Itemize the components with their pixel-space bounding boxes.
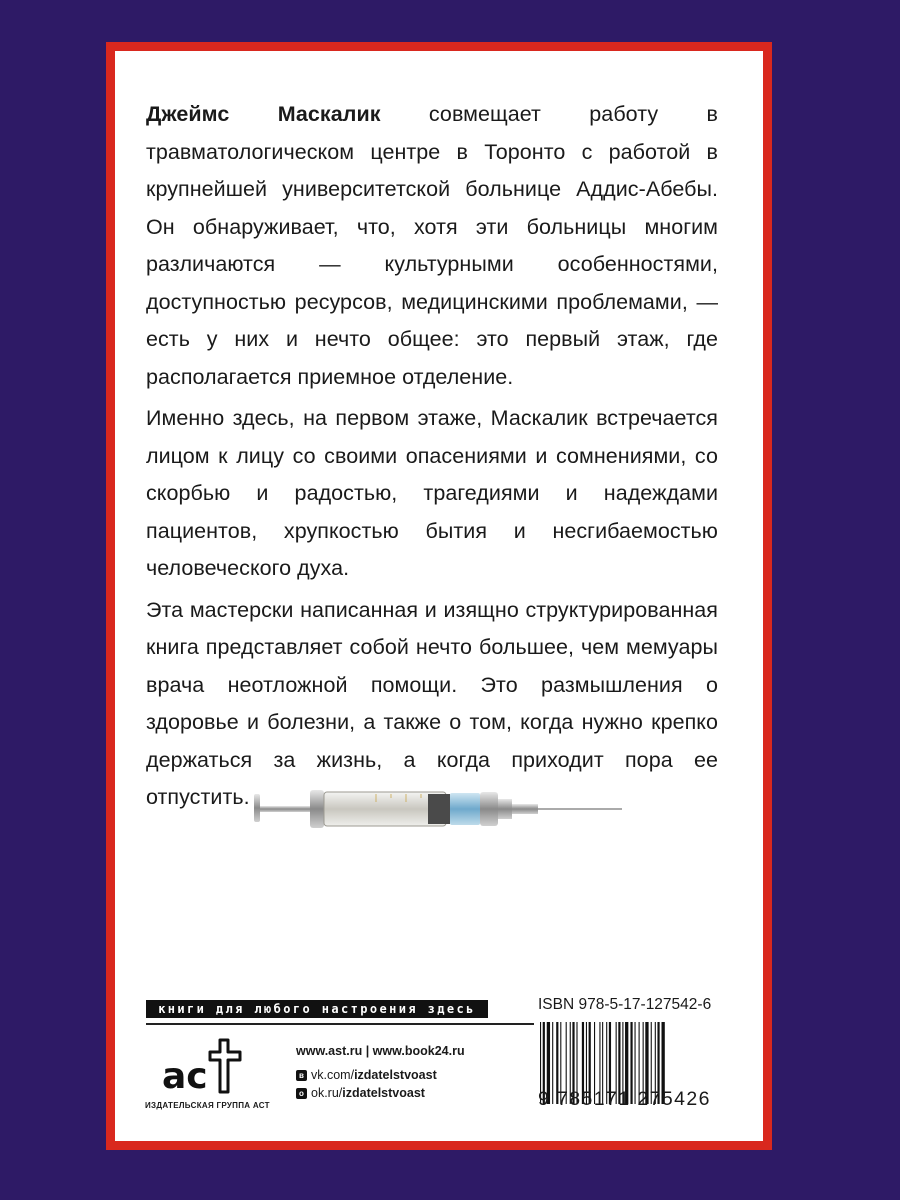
tagline-banner: книги для любого настроения здесь xyxy=(146,1000,488,1018)
ok-handle: izdatelstvoast xyxy=(342,1086,425,1100)
vk-icon: в xyxy=(296,1070,307,1081)
websites: www.ast.ru | www.book24.ru xyxy=(296,1044,465,1058)
vk-link xyxy=(296,1068,465,1082)
book-description xyxy=(146,96,718,821)
vk-handle: izdatelstvoast xyxy=(354,1068,437,1082)
paragraph-1-text: совмещает работу в травматологическом центре в Торонто с работой в крупнейшей университетской больнице Аддис-Абебы. Он обнаруживает, что, хотя эти больницы многим различаются — культурными особенностями, доступностью ресурсов, медицинскими проблемами, — есть у них и нечто общее: это первый этаж, где располагается приемное отделение. xyxy=(146,102,718,389)
publisher-links xyxy=(296,1044,465,1100)
syringe-illustration xyxy=(246,780,626,844)
description-paragraph-3: Эта мастерски написанная и изящно структурированная книга представляет собой нечто большее, чем мемуары врача неотложной помощи. Это размышления о здоровье и болезни, а также о том, когда нужно крепко держаться за жизнь, а когда приходит пора ее отпустить. xyxy=(146,597,718,809)
description-paragraph-2: Именно здесь, на первом этаже, Маскалик встречается лицом к лицу со своими опасениями и сомнениями, со скорбью и радостью, трагедиями и надеждами пациентов, хрупкостью бытия и несгибаемостью человеческого духа. xyxy=(146,406,718,580)
footer-divider xyxy=(146,1023,534,1025)
description-paragraph-1 xyxy=(146,96,718,396)
author-name: Джеймс Маскалик xyxy=(146,102,381,126)
odnoklassniki-icon: о xyxy=(296,1088,307,1099)
svg-text:ac: ac xyxy=(162,1056,208,1097)
barcode-digits: 9 785171 275426 xyxy=(538,1088,711,1110)
vk-prefix: vk.com/ xyxy=(311,1068,355,1082)
ast-logo xyxy=(160,1032,250,1097)
ok-link xyxy=(296,1086,465,1100)
publisher-caption: ИЗДАТЕЛЬСКАЯ ГРУППА АСТ xyxy=(145,1101,270,1110)
isbn: ISBN 978-5-17-127542-6 xyxy=(538,996,712,1013)
ok-prefix: ok.ru/ xyxy=(311,1086,343,1100)
